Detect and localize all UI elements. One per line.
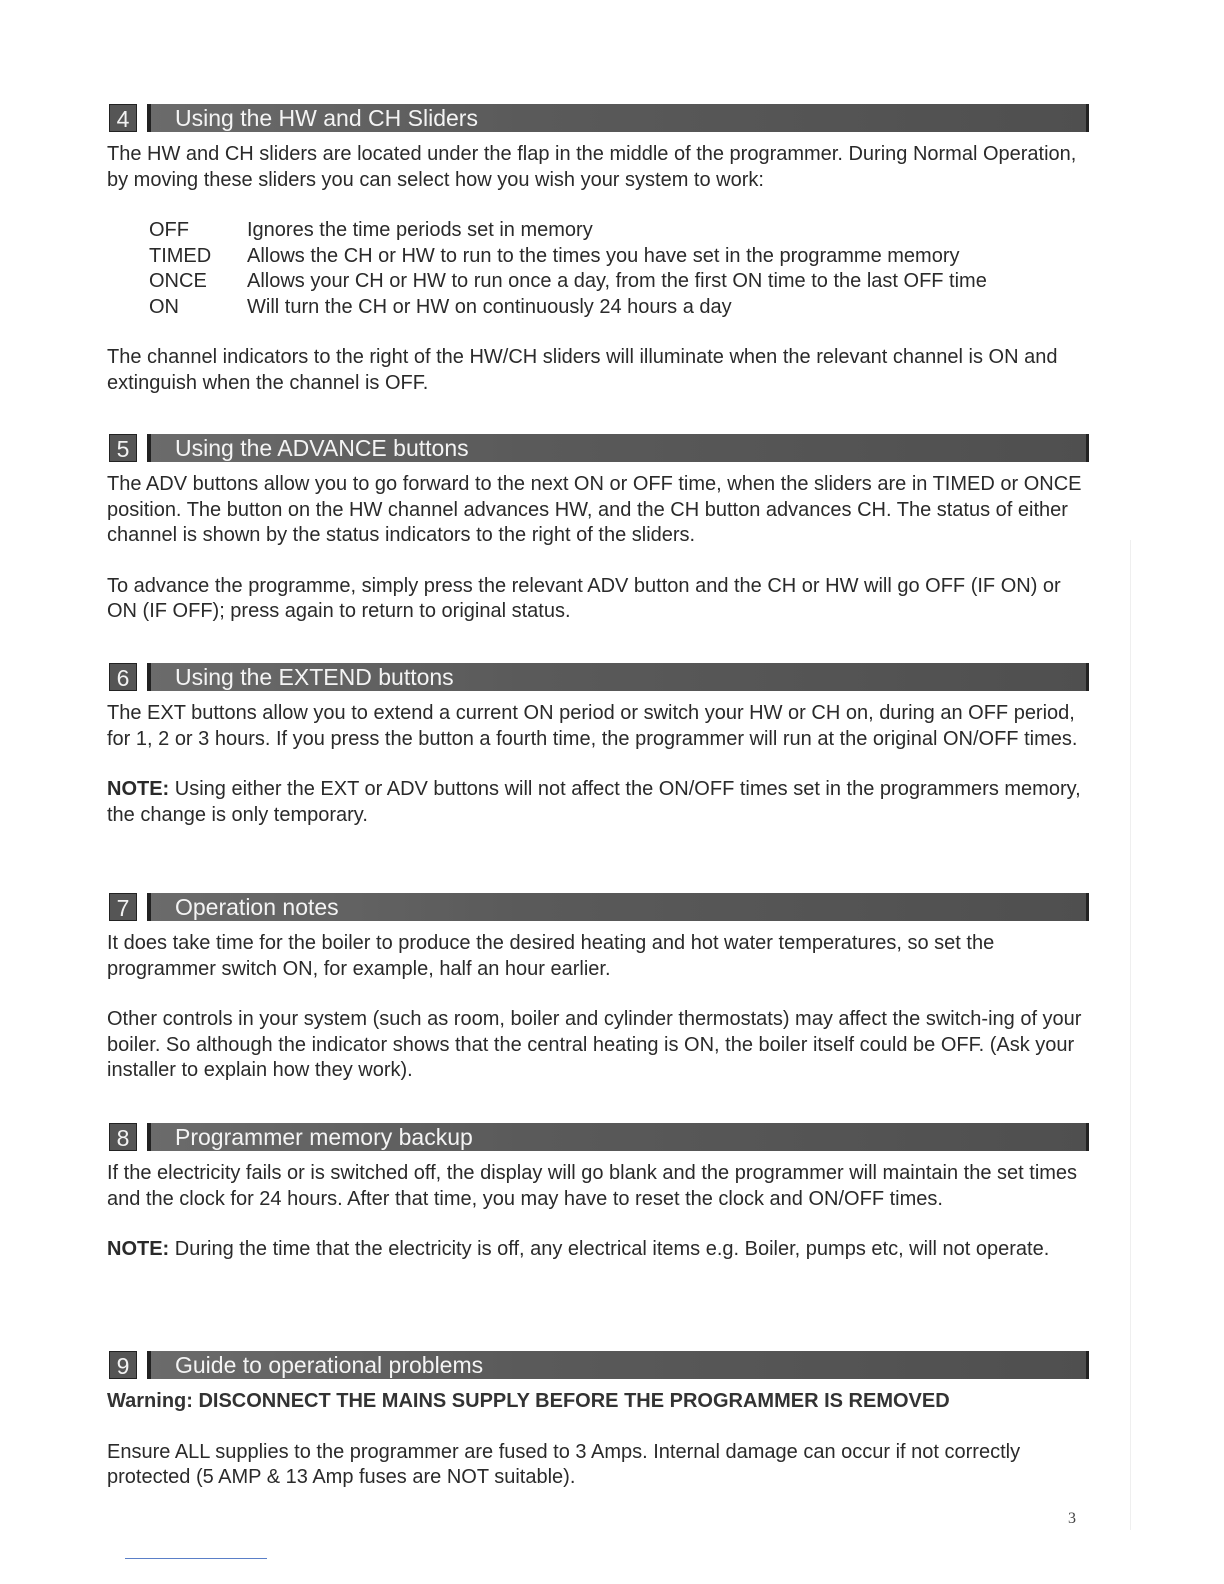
paragraph: Other controls in your system (such as room, boiler and cylinder thermostats) may affect the switch-ing of your boiler. So although the indicator shows that the central heating is ON, the boiler itself could be OFF. (Ask your installer to explain how they work).	[107, 1008, 1082, 1081]
section-header	[107, 1351, 1089, 1381]
paragraph: If the electricity fails or is switched off, the display will go blank and the programmer will maintain the set times and the clock for 24 hours. After that time, you may have to reset the clock and ON/OFF times.	[107, 1162, 1078, 1210]
section-6	[107, 663, 1089, 828]
section-number: 5	[109, 434, 137, 462]
mode-description: Will turn the CH or HW on continuously 24 hours a day	[247, 295, 732, 318]
section-header	[107, 104, 1089, 134]
paragraph: The HW and CH sliders are located under the flap in the middle of the programmer. During Normal Operation, by moving these sliders you can select how you wish your system to work:	[107, 143, 1077, 191]
section-header	[107, 663, 1089, 693]
paragraph: Ensure ALL supplies to the programmer are fused to 3 Amps. Internal damage can occur if not correctly protected (5 AMP & 13 Amp fuses are NOT suitable).	[107, 1440, 1021, 1488]
section-number: 6	[109, 663, 137, 691]
mode-row	[149, 269, 1089, 295]
note-paragraph	[107, 777, 1089, 828]
section-header	[107, 893, 1089, 923]
mode-row	[149, 218, 1089, 244]
section-number: 7	[109, 893, 137, 921]
section-number: 4	[109, 104, 137, 132]
section-header	[107, 434, 1089, 464]
section-title: Using the ADVANCE buttons	[147, 434, 1089, 462]
paragraph: It does take time for the boiler to produce the desired heating and hot water temperatures, so set the programmer switch ON, for example, half an hour earlier.	[107, 932, 995, 980]
mode-description: Allows your CH or HW to run once a day, from the first ON time to the last OFF time	[247, 270, 987, 292]
section-number: 9	[109, 1351, 137, 1379]
section-8	[107, 1123, 1089, 1263]
mode-term: ON	[149, 295, 179, 318]
section-title: Using the EXTEND buttons	[147, 663, 1089, 691]
mode-row	[149, 295, 1089, 321]
note-label: NOTE:	[107, 778, 170, 800]
paragraph: To advance the programme, simply press the relevant ADV button and the CH or HW will go OFF (IF ON) or ON (IF OFF); press again to return to original status.	[107, 574, 1061, 622]
note-label: NOTE:	[107, 1238, 170, 1260]
paragraph: The ADV buttons allow you to go forward to the next ON or OFF time, when the sliders are in TIMED or ONCE position. The button on the HW channel advances HW, and the CH button advances CH. The status of either channel is shown by the status indicators to the right of the sliders.	[107, 473, 1082, 546]
mode-row	[149, 244, 1089, 270]
warning-text: Warning: DISCONNECT THE MAINS SUPPLY BEFORE THE PROGRAMMER IS REMOVED	[107, 1390, 950, 1412]
section-title: Using the HW and CH Sliders	[147, 104, 1089, 132]
section-5	[107, 434, 1089, 625]
slider-modes-list	[149, 218, 1089, 320]
section-9	[107, 1351, 1089, 1491]
mode-term: TIMED	[149, 244, 212, 267]
section-title: Programmer memory backup	[147, 1123, 1089, 1151]
mode-term: OFF	[149, 219, 189, 241]
paragraph: The EXT buttons allow you to extend a current ON period or switch your HW or CH on, during an OFF period, for 1, 2 or 3 hours. If you press the button a fourth time, the programmer will run at the original ON/OFF times.	[107, 702, 1078, 750]
section-header	[107, 1123, 1089, 1153]
section-7	[107, 893, 1089, 1084]
scan-edge-line	[1130, 540, 1131, 1530]
note-text: Using either the EXT or ADV buttons will not affect the ON/OFF times set in the programmers memory, the change is only temporary.	[107, 778, 1081, 826]
page-number: 3	[1068, 1510, 1076, 1527]
note-text: During the time that the electricity is off, any electrical items e.g. Boiler, pumps etc, will not operate.	[174, 1238, 1050, 1260]
section-4	[107, 104, 1089, 396]
section-title: Operation notes	[147, 893, 1089, 921]
mode-description: Ignores the time periods set in memory	[247, 219, 593, 241]
mode-description: Allows the CH or HW to run to the times you have set in the programme memory	[247, 244, 960, 267]
note-paragraph	[107, 1237, 1089, 1263]
section-title: Guide to operational problems	[147, 1351, 1089, 1379]
section-number: 8	[109, 1123, 137, 1151]
mode-term: ONCE	[149, 270, 207, 292]
footer-rule	[125, 1558, 267, 1559]
paragraph: The channel indicators to the right of the HW/CH sliders will illuminate when the relevant channel is ON and extinguish when the channel is OFF.	[107, 346, 1058, 394]
